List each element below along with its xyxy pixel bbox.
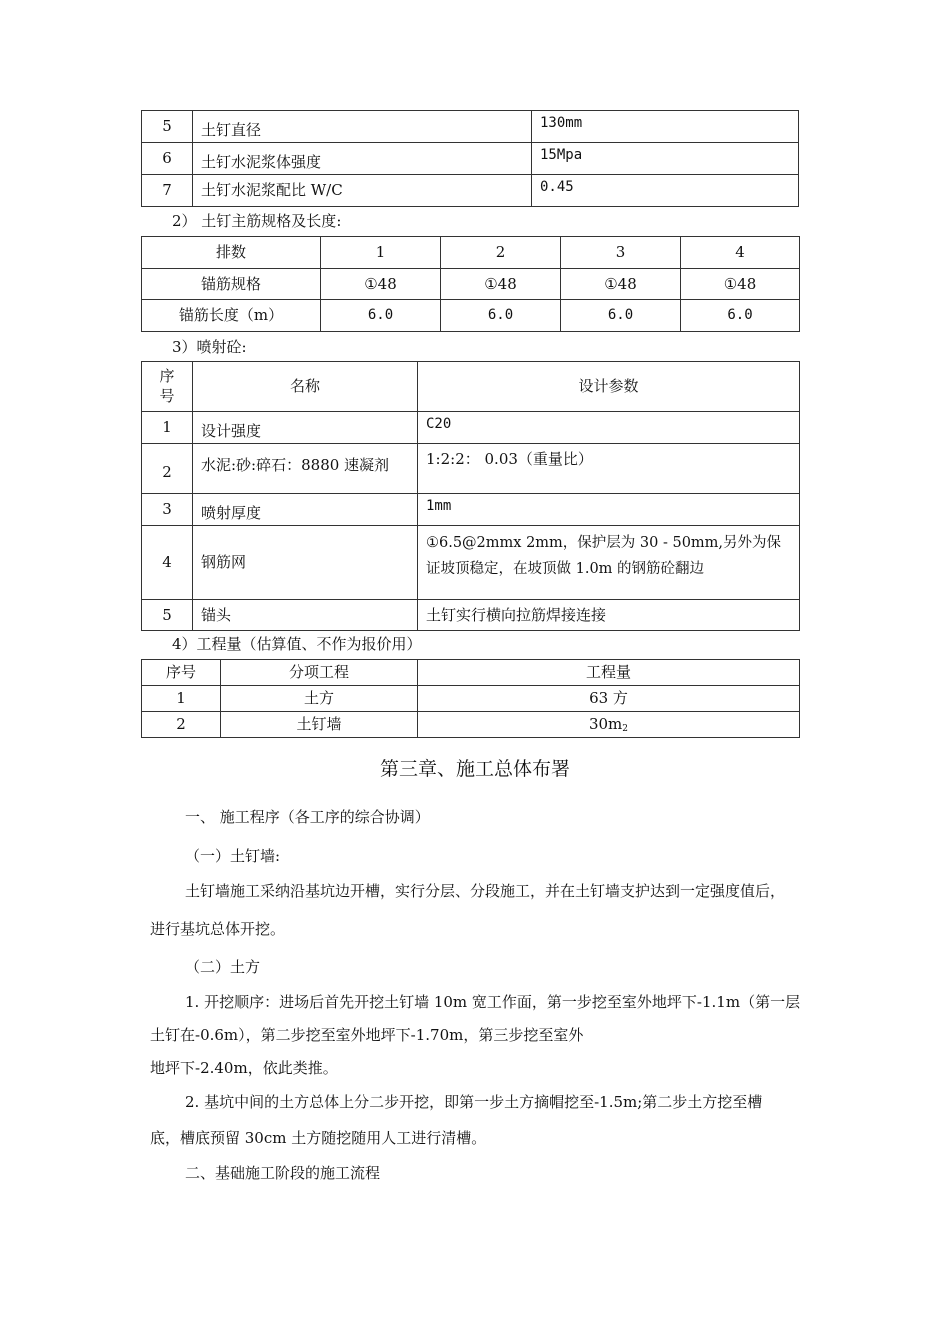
column-header-name: 名称 bbox=[193, 362, 418, 412]
table-cell: ①48 bbox=[681, 269, 800, 300]
column-header-number: 序 号 bbox=[142, 362, 193, 412]
column-header: 排数 bbox=[142, 237, 321, 269]
column-header-param: 设计参数 bbox=[418, 362, 800, 412]
table-cell: ①48 bbox=[321, 269, 441, 300]
paragraph-line: 底，槽底预留 30cm 土方随挖随用人工进行清槽。 bbox=[150, 1129, 487, 1147]
paragraph-line: 1. 开挖顺序：进场后首先开挖土钉墙 10m 宽工作面，第一步挖至室外地坪下-1.1m（第一层 bbox=[185, 993, 801, 1011]
table-cell: 6.0 bbox=[321, 300, 441, 332]
table-row bbox=[142, 686, 800, 712]
table-header-row bbox=[142, 362, 800, 412]
row-number: 4 bbox=[142, 526, 193, 600]
row-label: 锚筋规格 bbox=[142, 269, 321, 300]
table-row bbox=[142, 143, 799, 175]
item-param: 1:2:2： 0.03（重量比） bbox=[418, 444, 800, 494]
subsection-heading: （一）土钉墙: bbox=[185, 847, 281, 865]
parameter-value: 0.45 bbox=[532, 175, 799, 207]
item-name: 水泥:砂:碎石：8880 速凝剂 bbox=[193, 444, 418, 494]
work-item: 土钉墙 bbox=[221, 712, 418, 738]
item-param: C20 bbox=[418, 412, 800, 444]
parameter-value: 15Mpa bbox=[532, 143, 799, 175]
work-item: 土方 bbox=[221, 686, 418, 712]
quantities-table bbox=[141, 659, 800, 738]
parameter-value: 130mm bbox=[532, 111, 799, 143]
row-number: 2 bbox=[142, 444, 193, 494]
paragraph-line: 土钉墙施工采纳沿基坑边开槽，实行分层、分段施工，并在土钉墙支护达到一定强度值后， bbox=[185, 882, 786, 900]
table-row bbox=[142, 269, 800, 300]
row-label: 锚筋长度（m） bbox=[142, 300, 321, 332]
row-number: 7 bbox=[142, 175, 193, 207]
column-header: 3 bbox=[561, 237, 681, 269]
quantity: $30m_2$ bbox=[418, 712, 800, 738]
row-number: 1 bbox=[142, 412, 193, 444]
parameter-name: 土钉直径 bbox=[193, 111, 532, 143]
table-row bbox=[142, 111, 799, 143]
section-heading-rebar: 2） 土钉主筋规格及长度: bbox=[172, 212, 342, 230]
column-header: 2 bbox=[441, 237, 561, 269]
rebar-spec-table bbox=[141, 236, 800, 332]
item-param: 1mm bbox=[418, 494, 800, 526]
column-header: 工程量 bbox=[418, 660, 800, 686]
table-cell: ①48 bbox=[561, 269, 681, 300]
section-heading-quantities: 4）工程量（估算值、不作为报价用） bbox=[172, 635, 422, 653]
soil-nail-parameters-table bbox=[141, 110, 799, 207]
row-number: 3 bbox=[142, 494, 193, 526]
item-param: ①6.5@2mmx 2mm，保护层为 30 - 50mm,另外为保 证坡顶稳定，在坡顶做 1.0m 的钢筋砼翻边 bbox=[418, 526, 800, 600]
table-row bbox=[142, 412, 800, 444]
row-number: 6 bbox=[142, 143, 193, 175]
row-number: 1 bbox=[142, 686, 221, 712]
section-heading: 二、基础施工阶段的施工流程 bbox=[185, 1164, 381, 1182]
table-row bbox=[142, 175, 799, 207]
parameter-name: 土钉水泥浆配比 W/C bbox=[193, 175, 532, 207]
item-name: 设计强度 bbox=[193, 412, 418, 444]
table-row bbox=[142, 600, 800, 631]
shotcrete-table bbox=[141, 361, 800, 631]
row-number: 5 bbox=[142, 600, 193, 631]
table-row bbox=[142, 444, 800, 494]
chapter-title: 第三章、施工总体布署 bbox=[379, 758, 570, 780]
table-cell: 6.0 bbox=[681, 300, 800, 332]
table-row bbox=[142, 494, 800, 526]
paragraph-line: 土钉在-0.6m），第二步挖至室外地坪下-1.70m，第三步挖至室外 bbox=[150, 1026, 584, 1044]
table-header-row bbox=[142, 237, 800, 269]
item-name: 锚头 bbox=[193, 600, 418, 631]
table-row bbox=[142, 712, 800, 738]
table-row bbox=[142, 526, 800, 600]
section-heading-shotcrete: 3）喷射砼: bbox=[172, 338, 247, 356]
table-row bbox=[142, 300, 800, 332]
section-heading: 一、 施工程序（各工序的综合协调） bbox=[185, 808, 430, 826]
table-cell: 6.0 bbox=[561, 300, 681, 332]
paragraph-line: 2. 基坑中间的土方总体上分二步开挖，即第一步土方摘帽挖至-1.5m;第二步土方挖至槽 bbox=[185, 1093, 763, 1111]
item-param: 土钉实行横向拉筋焊接连接 bbox=[418, 600, 800, 631]
item-name: 喷射厚度 bbox=[193, 494, 418, 526]
paragraph-line: 地坪下-2.40m，依此类推。 bbox=[150, 1059, 338, 1077]
column-header: 分项工程 bbox=[221, 660, 418, 686]
column-header: 序号 bbox=[142, 660, 221, 686]
table-cell: 6.0 bbox=[441, 300, 561, 332]
subsection-heading: （二）土方 bbox=[185, 958, 261, 976]
paragraph-line: 进行基坑总体开挖。 bbox=[150, 920, 286, 938]
parameter-name: 土钉水泥浆体强度 bbox=[193, 143, 532, 175]
table-header-row bbox=[142, 660, 800, 686]
row-number: 2 bbox=[142, 712, 221, 738]
column-header: 1 bbox=[321, 237, 441, 269]
table-cell: ①48 bbox=[441, 269, 561, 300]
item-name: 钢筋网 bbox=[193, 526, 418, 600]
column-header: 4 bbox=[681, 237, 800, 269]
quantity: 63 方 bbox=[418, 686, 800, 712]
row-number: 5 bbox=[142, 111, 193, 143]
